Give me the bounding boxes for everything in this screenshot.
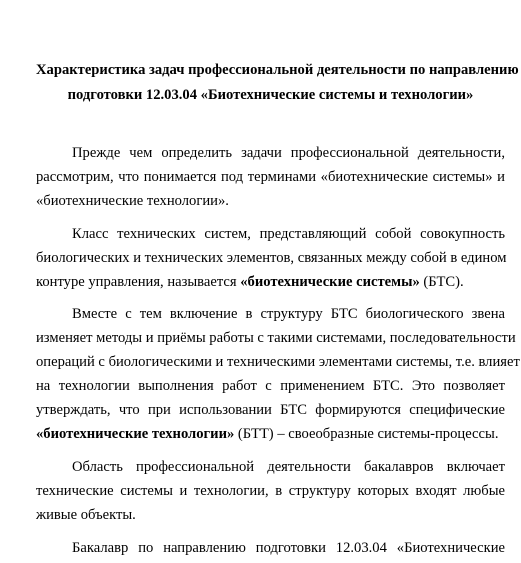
paragraph-line: утверждать, что при использовании БТС формируются специфические: [36, 402, 505, 418]
paragraph-line: изменяет методы и приёмы работы с такими системами, последовательности: [36, 330, 516, 346]
paragraph-line: Класс технических систем, представляющий собой совокупность: [72, 226, 505, 242]
paragraph-line: Вместе с тем включение в структуру БТС биологического звена: [72, 306, 505, 322]
paragraph-line: живые объекты.: [36, 507, 136, 523]
text-run: (БТТ) – своеобразные системы-процессы.: [234, 426, 499, 442]
paragraph-line: «биотехнические технологии».: [36, 193, 229, 209]
paragraph-line: технические системы и технологии, в структуру которых входят любые: [36, 483, 505, 499]
paragraph-line: биологических и технических элементов, связанных между собой в едином: [36, 250, 507, 266]
bold-term-btt: «биотехнические технологии»: [36, 426, 235, 442]
paragraph-line: рассмотрим, что понимается под терминами «биотехнические системы» и: [36, 169, 505, 185]
bold-term-bts: «биотехнические системы»: [240, 274, 420, 290]
document-title-line-2: подготовки 12.03.04 «Биотехнические системы и технологии»: [67, 87, 474, 103]
paragraph-line: Область профессиональной деятельности бакалавров включает: [72, 459, 505, 475]
paragraph-line: операций с биологическими и техническими элементами системы, т.е. влияет: [36, 354, 520, 370]
text-run: (БТС).: [419, 274, 464, 290]
document-title-line-1: Характеристика задач профессиональной деятельности по направлению: [36, 62, 519, 78]
paragraph-line: [36, 273, 505, 291]
paragraph-line: на технологии выполнения работ с применением БТС. Это позволяет: [36, 378, 505, 394]
paragraph-line: Прежде чем определить задачи профессиональной деятельности,: [72, 145, 505, 161]
paragraph-line: [36, 425, 505, 443]
text-run: контуре управления, называется: [36, 274, 241, 290]
paragraph-line: Бакалавр по направлению подготовки 12.03.04 «Биотехнические: [72, 540, 505, 556]
